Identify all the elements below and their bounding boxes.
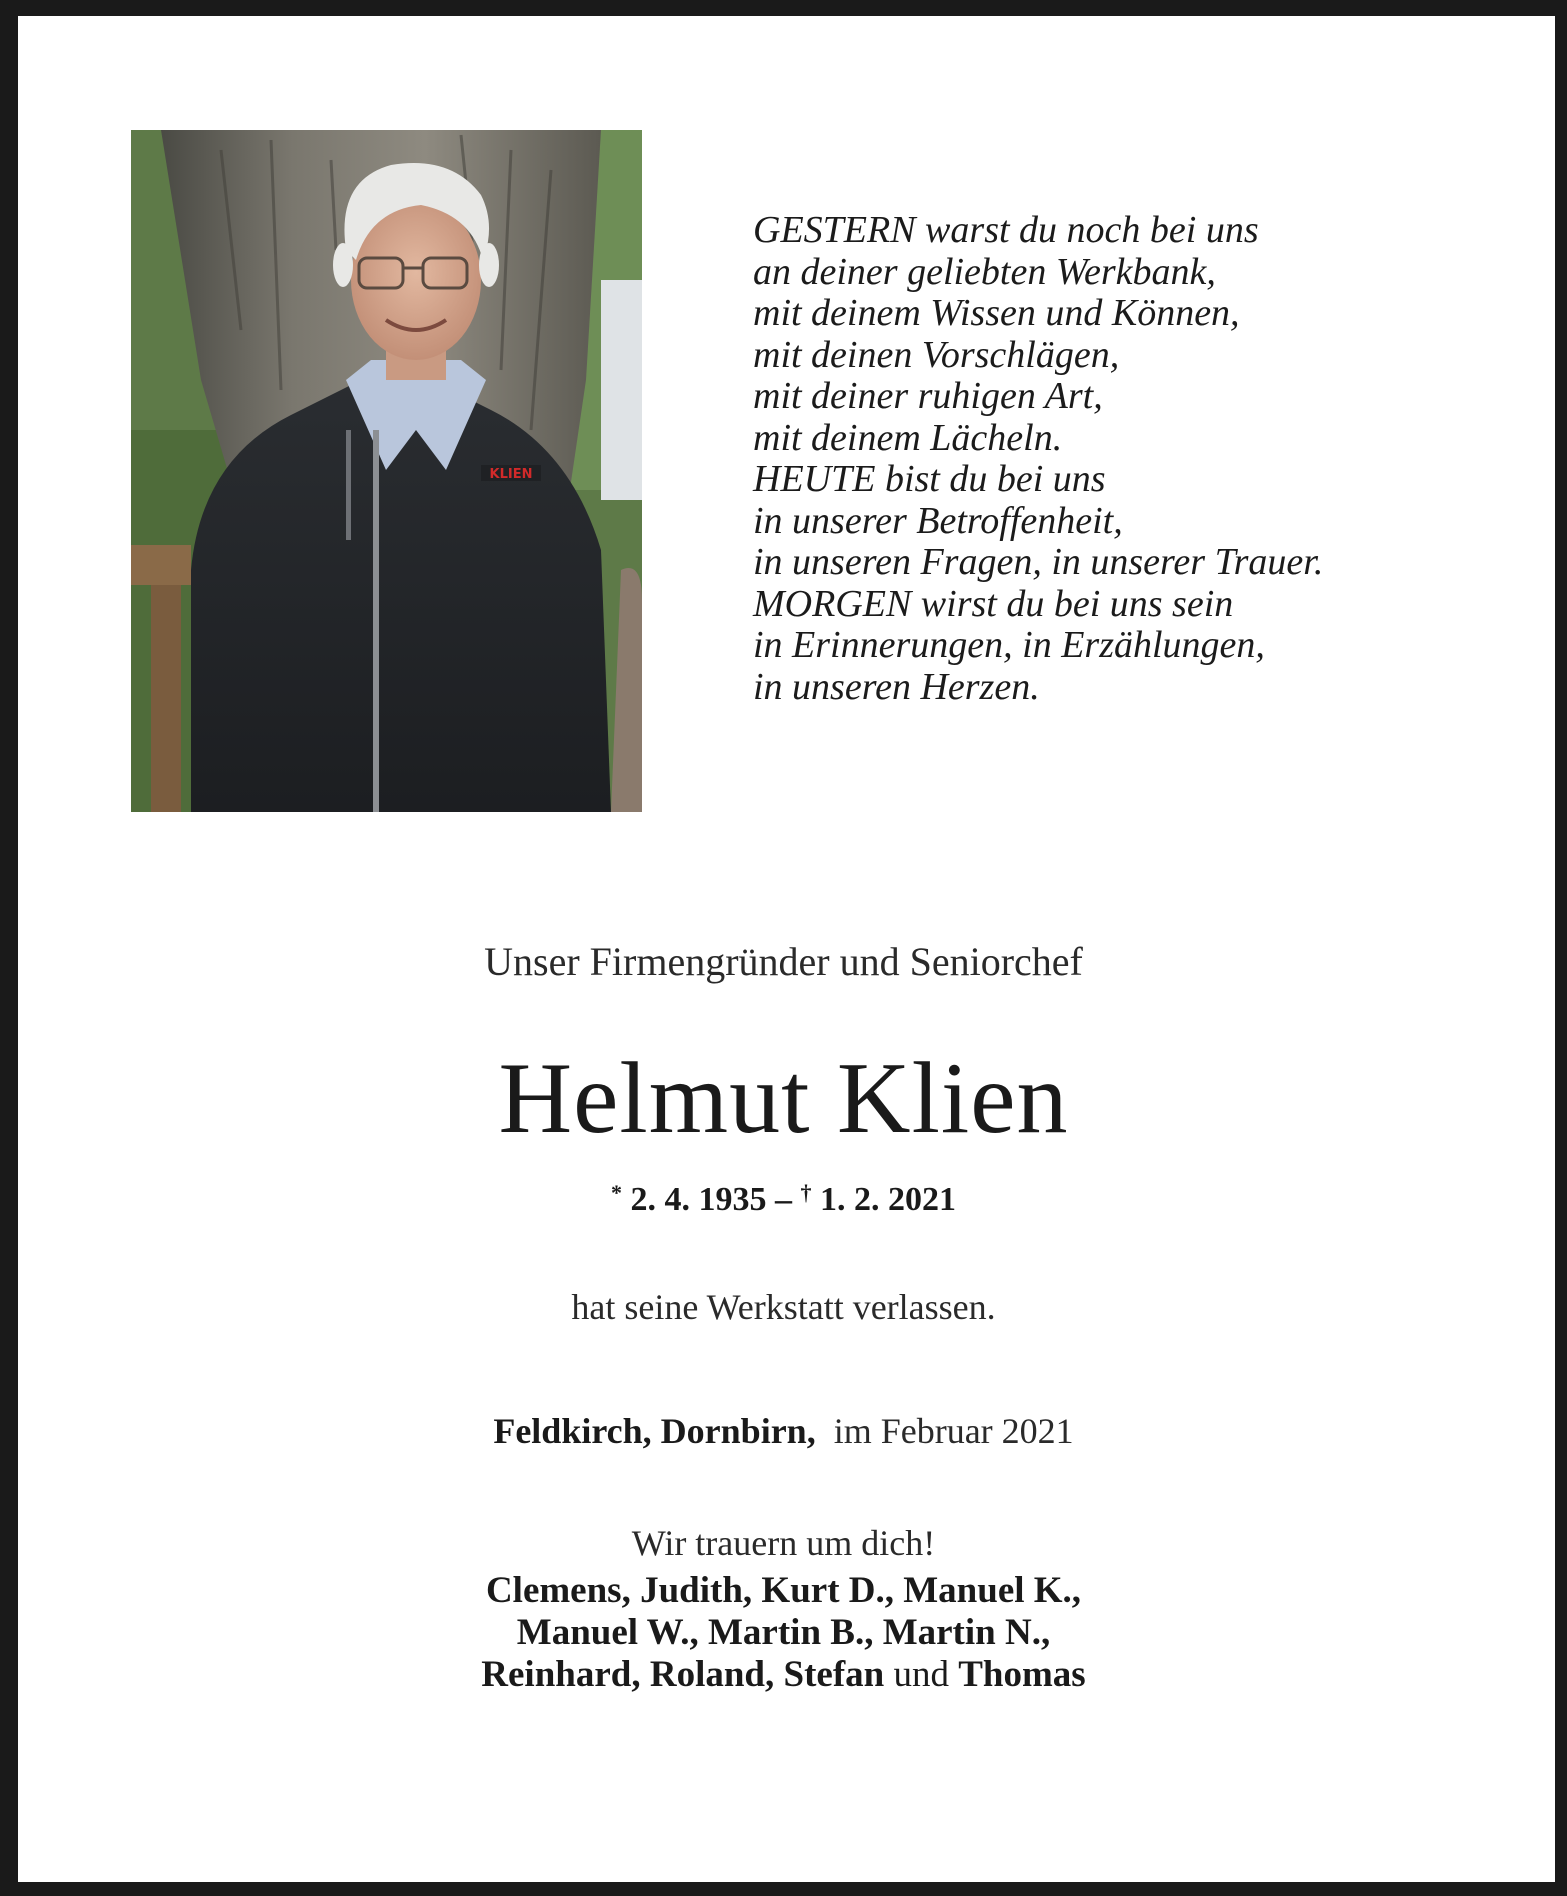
mourners-last: Thomas [958,1654,1086,1695]
places: Feldkirch, Dornbirn, [493,1411,816,1451]
poem-line: in unserer Betroffenheit, [753,499,1123,542]
poem-line: in Erinnerungen, in Erzählungen, [753,624,1265,666]
portrait-photo [131,130,642,812]
poem-line: MORGEN wirst du bei uns sein [753,582,1234,625]
place-and-date [0,1410,1567,1452]
birth-date: 2. 4. 1935 [630,1181,767,1218]
poem-line: HEUTE bist du bei uns [753,458,1106,500]
death-symbol: † [800,1180,812,1205]
poem-line: mit deinem Wissen und Können, [753,292,1240,334]
mourners-line: Clemens, Judith, Kurt D., Manuel K., [485,1570,1082,1611]
mourners-conjunction: und [893,1654,949,1695]
date-separator: – [766,1181,801,1218]
death-date: 1. 2. 2021 [820,1181,956,1218]
mourners-line: Reinhard, Roland, Stefan [481,1654,885,1695]
poem-line: mit deiner ruhigen Art, [753,375,1103,417]
poem-line: in unseren Fragen, in unserer Trauer. [753,541,1324,583]
poem-line: in unseren Herzen. [753,665,1040,708]
poem-line: an deiner geliebten Werkbank, [753,250,1216,293]
deceased-name: Helmut Klien [498,1042,1069,1155]
memorial-poem [753,210,1473,708]
mourners-line: Manuel W., Martin B., Martin N., [516,1612,1051,1653]
mourners-list [0,1570,1567,1696]
poem-line: mit deinem Lächeln. [753,416,1063,459]
life-dates [0,1180,1567,1219]
poem-line: GESTERN warst du noch bei uns [753,209,1259,251]
birth-symbol: * [611,1180,622,1205]
month-year: im Februar 2021 [833,1411,1074,1451]
jacket-logo-text: KLIEN [489,467,533,482]
poem-line: mit deinen Vorschlägen, [753,333,1120,376]
mourning-statement: Wir trauern um dich! [631,1523,936,1563]
announcement-text: hat seine Werkstatt verlassen. [571,1287,996,1327]
subtitle: Unser Firmengründer und Seniorchef [484,939,1083,984]
